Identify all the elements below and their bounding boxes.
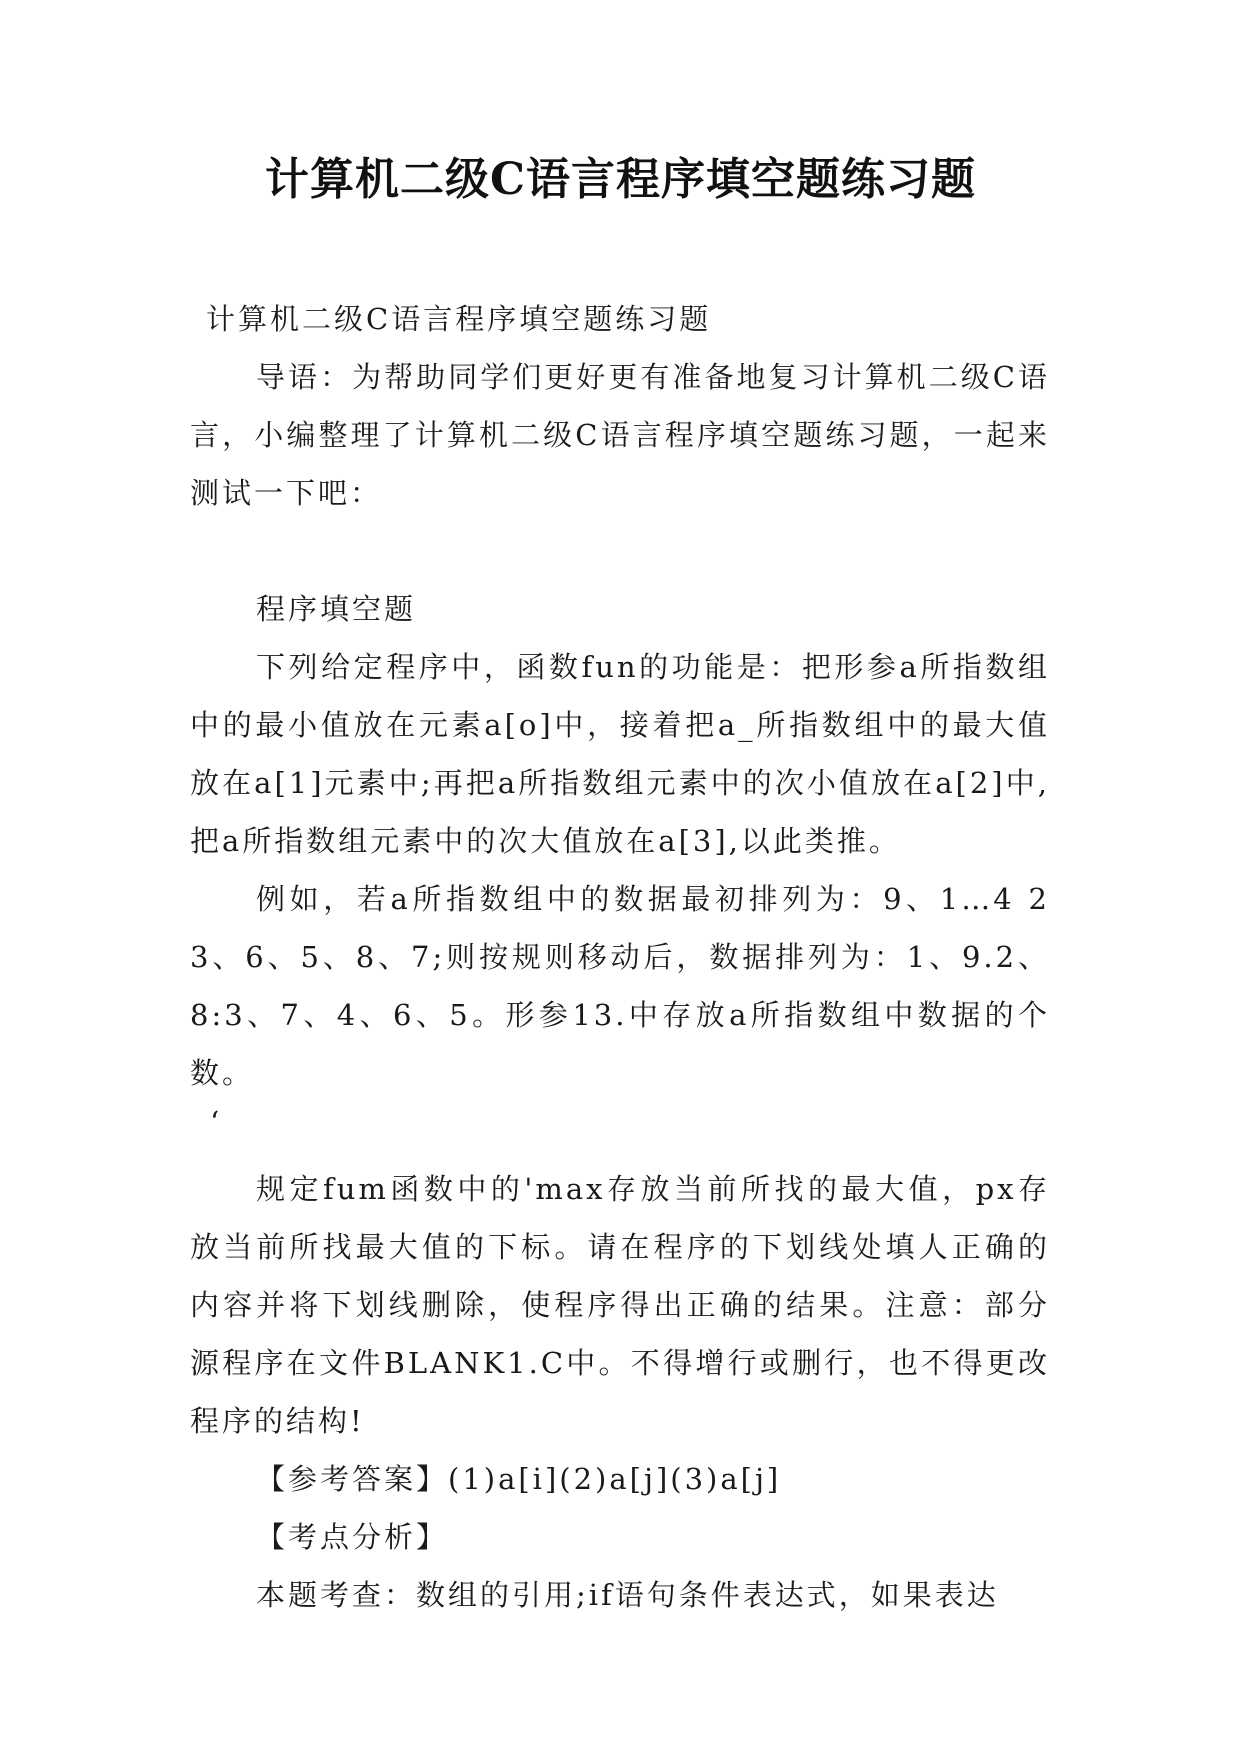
example-paragraph: 例如，若a所指数组中的数据最初排列为：9、1…4 2 3、6、5、8、7;则按规则移动后，数据排列为：1、9.2、8:3、7、4、6、5。形参13.中存放a所指数组中数据的个数。	[190, 882, 1050, 1090]
analysis-heading: 【考点分析】	[256, 1520, 449, 1554]
requirement-paragraph: 规定fum函数中的'max存放当前所找的最大值，px存放当前所找最大值的下标。请在程序的下划线处填人正确的内容并将下划线删除，使程序得出正确的结果。注意：部分源程序在文件BLANK1.C中。不得增行或删行，也不得更改程序的结构!	[190, 1172, 1050, 1438]
problem-paragraph: 下列给定程序中，函数fun的功能是：把形参a所指数组中的最小值放在元素a[o]中，接着把a_所指数组中的最大值放在a[1]元素中;再把a所指数组元素中的次小值放在a[2]中,把a所指数组元素中的次大值放在a[3],以此类推。	[190, 650, 1050, 858]
document-body	[190, 290, 1050, 1624]
document-title: 计算机二级C语言程序填空题练习题	[264, 154, 977, 205]
answer-paragraph: 【参考答案】(1)a[i](2)a[j](3)a[j]	[256, 1462, 782, 1496]
section-heading: 程序填空题	[256, 592, 417, 626]
stray-mark: ‘	[210, 1105, 223, 1139]
analysis-paragraph: 本题考查：数组的引用;if语句条件表达式，如果表达	[256, 1578, 999, 1612]
intro-paragraph: 导语：为帮助同学们更好更有准备地复习计算机二级C语言，小编整理了计算机二级C语言程序填空题练习题，一起来测试一下吧：	[190, 360, 1050, 510]
document-subtitle: 计算机二级C语言程序填空题练习题	[206, 302, 712, 336]
paragraph-gap	[190, 522, 1050, 580]
